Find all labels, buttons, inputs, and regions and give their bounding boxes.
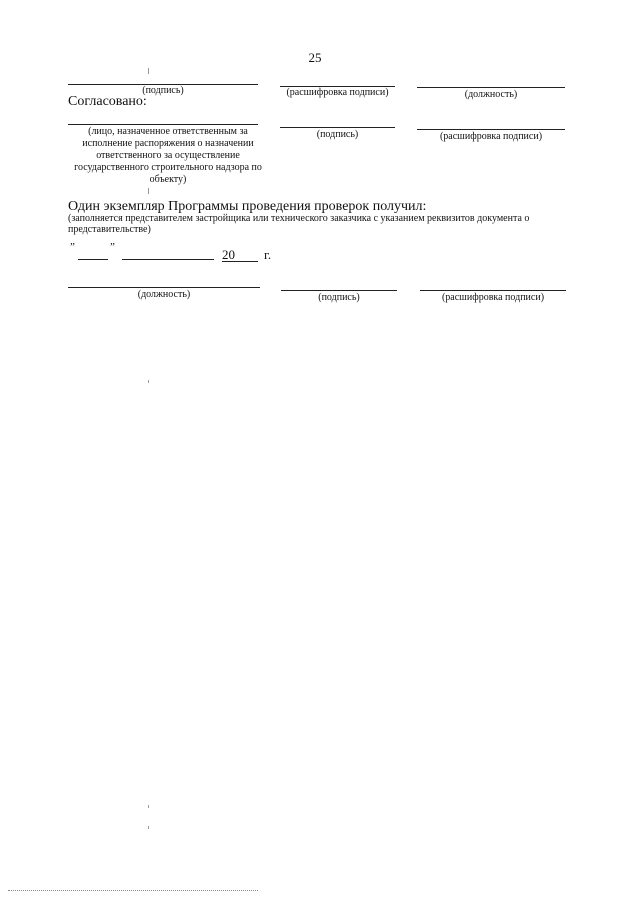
date-day-line (78, 259, 108, 260)
signature-caption-2: (подпись) (316, 129, 359, 140)
received-heading: Один экземпляр Программы проведения проверок получил: (68, 199, 427, 214)
scan-noise (8, 890, 258, 891)
date-year-prefix: 20 (222, 247, 235, 262)
responsible-person-caption: (лицо, назначенное ответственным за исполнение распоряжения о назначении ответственного за осуществление государственного строительного надзора по объекту) (74, 126, 262, 185)
position-caption-3: (должность) (137, 289, 191, 300)
date-year-line (222, 261, 258, 262)
date-month-line (122, 259, 214, 260)
decoding-caption-3: (расшифровка подписи) (441, 292, 545, 303)
scan-mark (148, 826, 149, 829)
date-open-quote: ” (70, 241, 75, 253)
scan-mark (148, 68, 149, 74)
decoding-caption-2: (расшифровка подписи) (439, 131, 543, 142)
position-line-1 (417, 87, 565, 88)
scan-mark (148, 805, 149, 808)
scan-mark (148, 188, 149, 194)
responsible-line (68, 124, 258, 125)
date-close-quote: ” (110, 241, 115, 253)
signature-caption-1: (подпись) (142, 85, 184, 96)
agreed-label: Согласовано: (68, 94, 147, 109)
scan-mark (148, 380, 149, 383)
date-year-suffix: г. (264, 247, 272, 262)
position-line-3 (68, 287, 260, 288)
position-caption-1: (должность) (464, 89, 518, 100)
page-number: 25 (308, 50, 322, 65)
decoding-caption-1: (расшифровка подписи) (286, 87, 389, 98)
signature-line-3 (281, 290, 397, 291)
decoding-line-3 (420, 290, 566, 291)
received-note: (заполняется представителем застройщика или технического заказчика с указанием реквизитов документа о представительстве) (68, 213, 530, 235)
decoding-line-2 (417, 129, 565, 130)
signature-caption-3: (подпись) (318, 292, 360, 303)
signature-line-2 (280, 127, 395, 128)
